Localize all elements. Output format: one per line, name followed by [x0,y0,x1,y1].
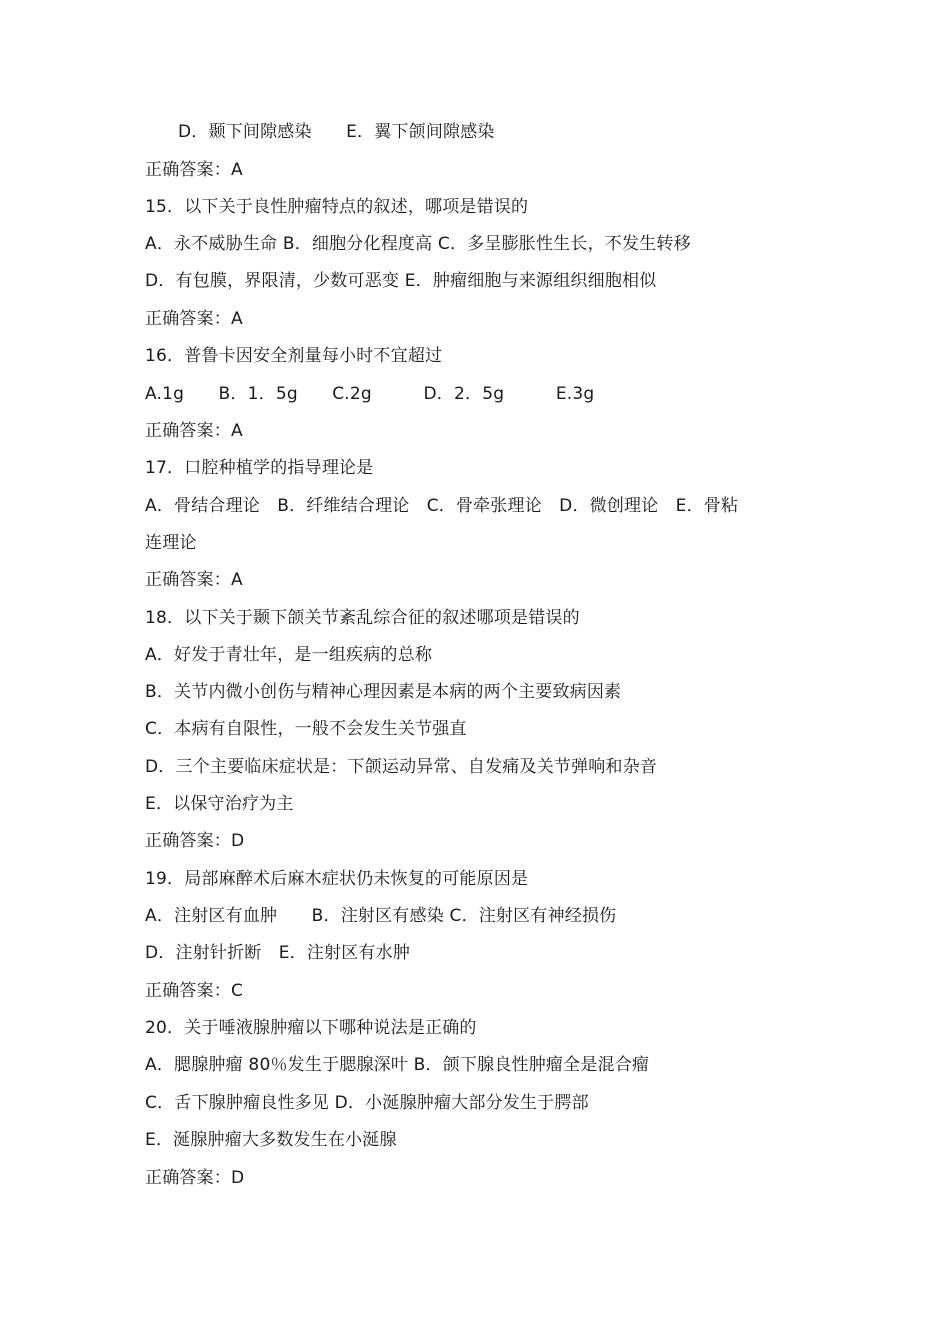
q14-answer: 正确答案：A [145,160,243,180]
q20-options-ab: A．腮腺肿瘤 80％发生于腮腺深叶 B．颌下腺良性肿瘤全是混合瘤 [145,1055,650,1075]
q18-option-b: B．关节内微小创伤与精神心理因素是本病的两个主要致病因素 [145,682,622,702]
q18-option-d: D．三个主要临床症状是：下颌运动异常、自发痛及关节弹响和杂音 [145,757,658,777]
q18-answer: 正确答案：D [145,831,245,851]
q16-answer: 正确答案：A [145,421,243,441]
q15-options-de: D．有包膜，界限清，少数可恶变 E．肿瘤细胞与来源组织细胞相似 [145,271,657,291]
q20-answer: 正确答案：D [145,1168,245,1188]
q19-question: 19．局部麻醉术后麻木症状仍未恢复的可能原因是 [145,869,529,889]
q17-question: 17．口腔种植学的指导理论是 [145,458,374,478]
q15-options-abc: A．永不威胁生命 B．细胞分化程度高 C．多呈膨胀性生长，不发生转移 [145,234,691,254]
q18-question: 18．以下关于颞下颌关节紊乱综合征的叙述哪项是错误的 [145,608,580,628]
q18-option-e: E．以保守治疗为主 [145,794,294,814]
q14-options-de: D．颞下间隙感染 E．翼下颌间隙感染 [178,122,495,142]
q16-options: A.1g B．1．5g C.2g D．2．5g E.3g [145,384,595,404]
q16-question: 16．普鲁卡因安全剂量每小时不宜超过 [145,346,443,366]
q18-option-a: A．好发于青壮年，是一组疾病的总称 [145,645,433,665]
q15-answer: 正确答案：A [145,309,243,329]
q19-options-abc: A．注射区有血肿 B．注射区有感染 C．注射区有神经损伤 [145,906,617,926]
q17-options: A．骨结合理论 B．纤维结合理论 C．骨牵张理论 D．微创理论 E．骨粘 [145,496,739,516]
q18-option-c: C．本病有自限性，一般不会发生关节强直 [145,719,467,739]
q20-question: 20．关于唾液腺肿瘤以下哪种说法是正确的 [145,1018,477,1038]
q20-options-cd: C．舌下腺肿瘤良性多见 D．小涎腺肿瘤大部分发生于腭部 [145,1093,589,1113]
q19-answer: 正确答案：C [145,981,244,1001]
q17-options-continued: 连理论 [145,533,197,553]
q19-options-de: D．注射针折断 E．注射区有水肿 [145,943,411,963]
q17-answer: 正确答案：A [145,570,243,590]
q20-option-e: E．涎腺肿瘤大多数发生在小涎腺 [145,1130,397,1150]
q15-question: 15．以下关于良性肿瘤特点的叙述，哪项是错误的 [145,197,529,217]
